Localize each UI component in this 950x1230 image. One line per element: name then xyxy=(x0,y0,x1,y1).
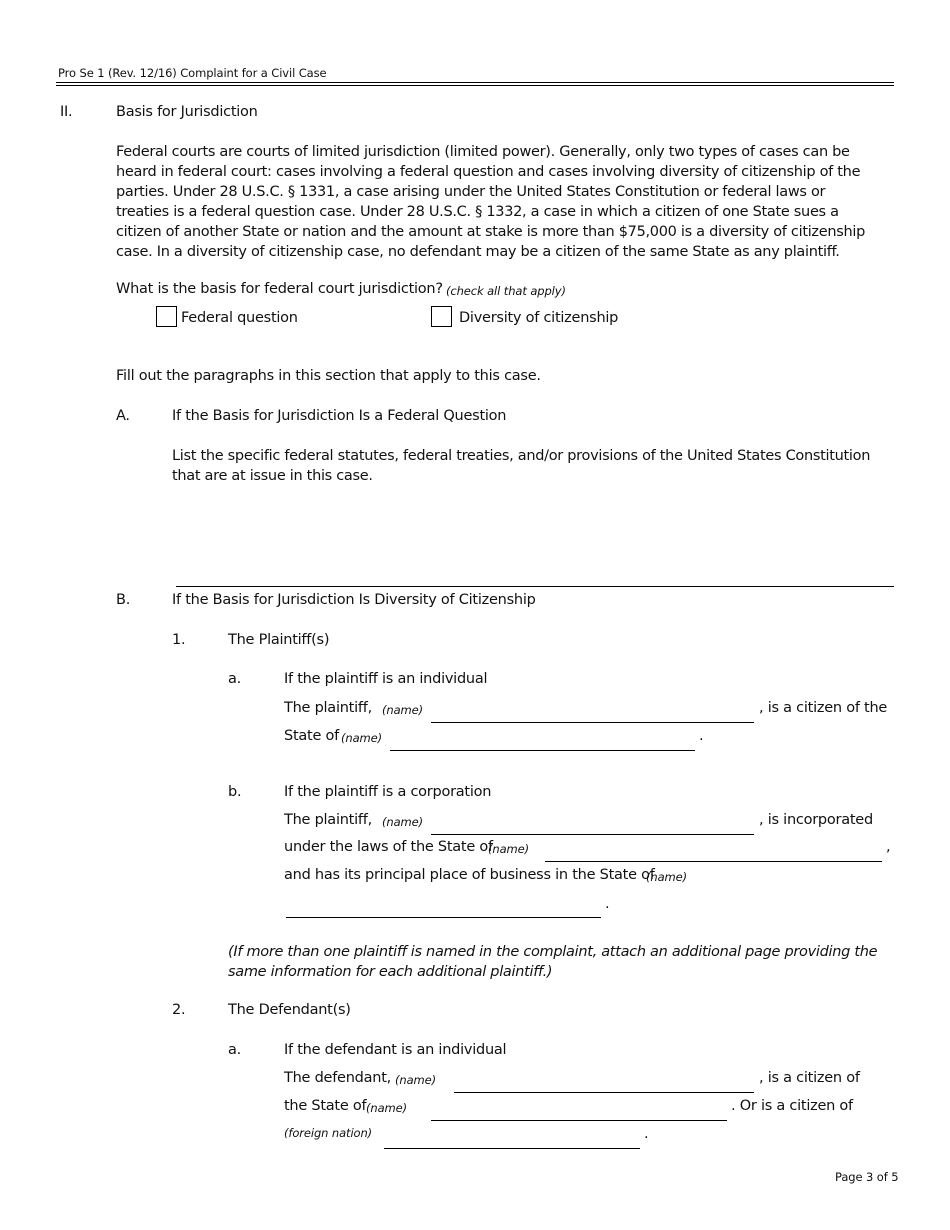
plaintiffs-number: 1. xyxy=(172,632,186,648)
defendant-individual-nation-suffix: . xyxy=(644,1126,649,1142)
part-a-text: List the specific federal statutes, federal treaties, and/or provisions of the United States Constitution that are at issue in this case. xyxy=(172,448,871,484)
defendant-individual-state-prefix: the State of xyxy=(284,1098,367,1114)
plaintiff-corp-state-prefix: under the laws of the State of xyxy=(284,839,493,855)
header-rule-bottom xyxy=(56,85,894,86)
defendant-individual-heading: If the defendant is an individual xyxy=(284,1042,507,1058)
defendants-number: 2. xyxy=(172,1002,186,1018)
plaintiff-corp-letter: b. xyxy=(228,784,242,800)
plaintiff-corp-name-hint: (name) xyxy=(382,815,423,829)
defendants-title: The Defendant(s) xyxy=(228,1002,351,1018)
plaintiff-note: (If more than one plaintiff is named in the complaint, attach an additional page providing the same information for each additional plaintiff.) xyxy=(228,944,878,980)
plaintiff-individual-suffix: , is a citizen of the xyxy=(759,700,888,716)
plaintiff-corp-name-field[interactable] xyxy=(431,814,754,835)
basis-question-hint: (check all that apply) xyxy=(446,284,566,298)
fill-instruction: Fill out the paragraphs in this section that apply to this case. xyxy=(116,368,541,384)
defendant-individual-nation-hint: (foreign nation) xyxy=(284,1126,373,1140)
plaintiff-individual-state-prefix: State of xyxy=(284,728,339,744)
defendant-individual-state-suffix: . Or is a citizen of xyxy=(731,1098,853,1114)
part-a-title: If the Basis for Jurisdiction Is a Federal Question xyxy=(172,408,507,424)
defendant-individual-name-field[interactable] xyxy=(454,1072,754,1093)
plaintiff-corp-business-prefix: and has its principal place of business in the State of xyxy=(284,867,655,883)
plaintiff-individual-heading: If the plaintiff is an individual xyxy=(284,671,488,687)
defendant-individual-suffix: , is a citizen of xyxy=(759,1070,860,1086)
basis-question: What is the basis for federal court jurisdiction? xyxy=(116,281,443,297)
defendant-individual-name-hint: (name) xyxy=(395,1073,436,1087)
plaintiff-individual-letter: a. xyxy=(228,671,241,687)
defendant-individual-state-hint: (name) xyxy=(366,1101,407,1115)
federal-question-checkbox[interactable] xyxy=(156,306,177,327)
defendant-individual-state-field[interactable] xyxy=(431,1100,727,1121)
plaintiff-individual-name-hint: (name) xyxy=(382,703,423,717)
plaintiff-individual-state-field[interactable] xyxy=(390,730,695,751)
part-a-letter: A. xyxy=(116,408,130,424)
part-b-title: If the Basis for Jurisdiction Is Diversity of Citizenship xyxy=(172,592,536,608)
section-number: II. xyxy=(60,104,73,120)
header-rule-top xyxy=(56,82,894,83)
part-b-letter: B. xyxy=(116,592,131,608)
plaintiff-corp-heading: If the plaintiff is a corporation xyxy=(284,784,492,800)
federal-question-answer-field[interactable] xyxy=(176,566,894,587)
plaintiff-corp-state-hint: (name) xyxy=(488,842,529,856)
plaintiff-corp-business-suffix: . xyxy=(605,896,610,912)
plaintiff-corp-business-field[interactable] xyxy=(286,897,601,918)
plaintiff-corp-state-field[interactable] xyxy=(545,841,882,862)
plaintiff-individual-prefix: The plaintiff, xyxy=(284,700,372,716)
section-title: Basis for Jurisdiction xyxy=(116,104,258,120)
defendant-individual-prefix: The defendant, xyxy=(284,1070,391,1086)
plaintiff-individual-state-hint: (name) xyxy=(341,731,382,745)
plaintiff-corp-prefix: The plaintiff, xyxy=(284,812,372,828)
plaintiff-individual-state-suffix: . xyxy=(699,728,704,744)
plaintiff-individual-name-field[interactable] xyxy=(431,702,754,723)
form-header: Pro Se 1 (Rev. 12/16) Complaint for a Civil Case xyxy=(58,66,327,80)
plaintiff-corp-business-hint: (name) xyxy=(646,870,687,884)
defendant-individual-letter: a. xyxy=(228,1042,241,1058)
defendant-individual-nation-field[interactable] xyxy=(384,1128,640,1149)
diversity-label: Diversity of citizenship xyxy=(459,310,619,326)
federal-question-label: Federal question xyxy=(181,310,298,326)
plaintiff-corp-state-suffix: , xyxy=(886,839,891,855)
plaintiff-corp-suffix: , is incorporated xyxy=(759,812,873,828)
page-number: Page 3 of 5 xyxy=(835,1170,899,1184)
diversity-checkbox[interactable] xyxy=(431,306,452,327)
plaintiffs-title: The Plaintiff(s) xyxy=(228,632,330,648)
jurisdiction-intro: Federal courts are courts of limited jurisdiction (limited power). Generally, only two types of cases can be heard in federal court: cases involving a federal question and cases involving diversity of citizenship of the parties. Under 28 U.S.C. § 1331, a case arising under the United States Constitution or federal laws or treaties is a federal question case. Under 28 U.S.C. § 1332, a case in which a citizen of one State sues a citizen of another State or nation and the amount at stake is more than $75,000 is a diversity of citizenship case. In a diversity of citizenship case, no defendant may be a citizen of the same State as any plaintiff. xyxy=(116,144,866,260)
